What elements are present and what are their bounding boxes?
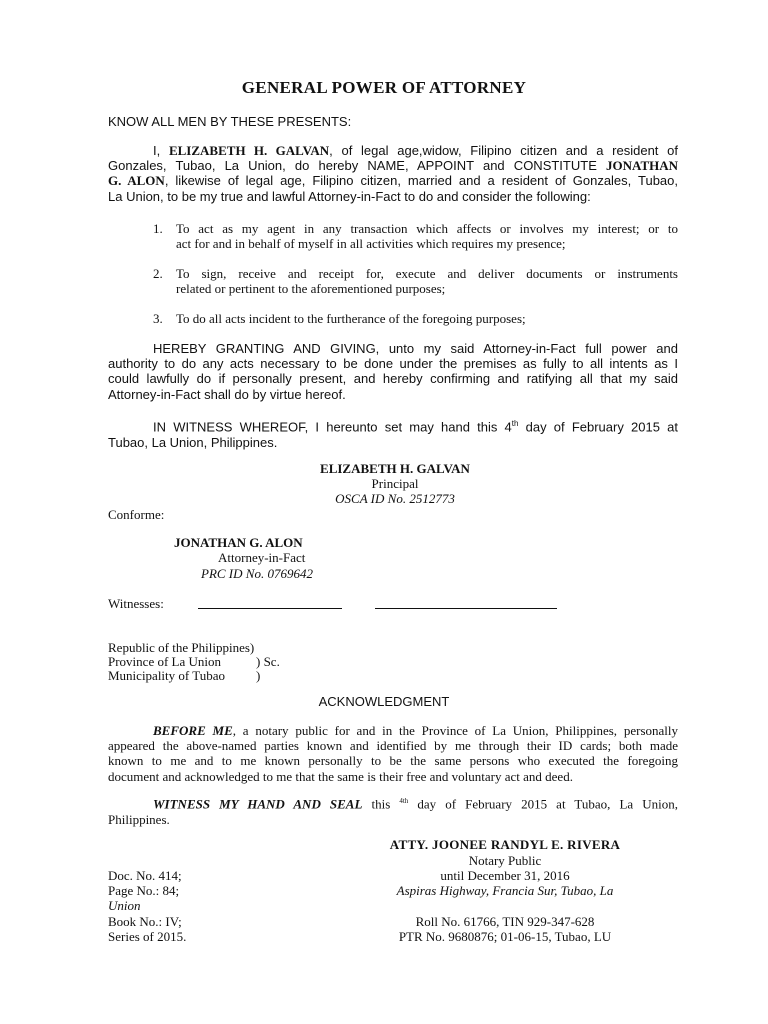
ack-line-4: document and acknowledged to me that the same is their free and voluntary act and deed.	[108, 768, 573, 784]
principal-name: ELIZABETH H. GALVAN	[168, 143, 330, 158]
granting-line: HEREBY GRANTING AND GIVING, unto my said Attorney-in-Fact full power and	[153, 341, 678, 356]
witness-hand-line-2: Philippines.	[108, 811, 170, 827]
granting-line: authority to do any acts necessary to be done under the premises as fully to all intents as I	[108, 356, 678, 372]
notary-commission-until: until December 31, 2016	[440, 868, 570, 883]
acknowledgment-heading: ACKNOWLEDGMENT	[318, 694, 450, 709]
notary-roll-tin: Roll No. 61766, TIN 929-347-628	[415, 914, 595, 929]
principal-id: OSCA ID No. 2512773	[335, 491, 455, 506]
before-me-phrase: BEFORE ME	[153, 723, 233, 738]
granting-line: could lawfully do if personally present, and hereby confirming and ratifying all that my said	[108, 371, 678, 387]
witness-hand-line-1: WITNESS MY HAND AND SEAL this $^{4th}$ day of February 2015 at Tubao, La Union,	[153, 796, 678, 812]
notary-address-line-1: Aspiras Highway, Francia Sur, Tubao, La	[396, 883, 614, 898]
venue-province: Province of La Union	[108, 654, 222, 669]
intro-line-4: La Union, to be my true and lawful Attorney-in-Fact to do and consider the following:	[108, 188, 591, 204]
witness-hand-phrase: WITNESS MY HAND AND SEAL	[153, 796, 363, 812]
agent-role: Attorney-in-Fact	[218, 550, 306, 565]
power-text-line: To sign, receive and receipt for, execute and deliver documents or instruments	[176, 266, 678, 281]
witness-clause-line-2: Tubao, La Union, Philippines.	[108, 434, 278, 450]
power-text-line: To do all acts incident to the furtherance of the foregoing purposes;	[176, 311, 526, 326]
witness-signature-line-2	[375, 608, 557, 609]
notary-title: Notary Public	[468, 853, 542, 868]
docket-doc-no: Doc. No. 414;	[108, 868, 182, 883]
venue-municipality-suffix: )	[256, 668, 261, 683]
intro-line-1: I, ELIZABETH H. GALVAN, of legal age,widow, Filipino citizen and a resident of	[153, 143, 678, 158]
acknowledgment-paragraph	[108, 723, 678, 784]
witness-clause	[108, 416, 678, 450]
power-number: 3.	[153, 311, 163, 326]
power-number: 1.	[153, 221, 163, 236]
greeting: KNOW ALL MEN BY THESE PRESENTS:	[108, 114, 352, 129]
venue-republic: Republic of the Philippines)	[108, 640, 255, 655]
witnesses-label: Witnesses:	[108, 596, 164, 611]
agent-name-part-2: G. ALON	[108, 173, 165, 189]
venue-province-suffix: ) Sc.	[256, 654, 280, 669]
witness-hand-paragraph	[108, 794, 678, 827]
granting-paragraph	[108, 341, 678, 402]
conforme-label: Conforme:	[108, 507, 165, 522]
ack-line-1: BEFORE ME, a notary public for and in the Province of La Union, Philippines, personally	[153, 723, 678, 738]
document-title: GENERAL POWER OF ATTORNEY	[241, 78, 527, 97]
granting-line: Attorney-in-Fact shall do by virtue hereof.	[108, 386, 346, 402]
agent-signature-name: JONATHAN G. ALON	[174, 535, 303, 550]
power-number: 2.	[153, 266, 163, 281]
power-text-line: act for and in behalf of myself in all activities which requires my presence;	[176, 236, 566, 252]
ack-line-3: known to me and to me known personally to be the same persons who executed the foregoing	[108, 753, 678, 769]
intro-paragraph	[108, 143, 678, 204]
venue-municipality: Municipality of Tubao	[108, 668, 226, 683]
witness-clause-line-1: IN WITNESS WHEREOF, I hereunto set may hand this 4th day of February 2015 at	[153, 419, 678, 435]
notary-name: ATTY. JOONEE RANDYL E. RIVERA	[389, 837, 621, 852]
agent-id: PRC ID No. 0769642	[201, 566, 313, 581]
docket-series: Series of 2015.	[108, 929, 187, 944]
intro-line-3: G. ALON, likewise of legal age, Filipino citizen, married and a resident of Gonzales, Tubao,	[108, 173, 678, 189]
docket-book-no: Book No.: IV;	[108, 914, 182, 929]
principal-role: Principal	[371, 476, 419, 491]
intro-line-2: Gonzales, Tubao, La Union, do hereby NAME, APPOINT and CONSTITUTE JONATHAN	[108, 158, 678, 174]
witness-signature-line-1	[198, 608, 342, 609]
notary-ptr: PTR No. 9680876; 01-06-15, Tubao, LU	[398, 929, 612, 944]
power-text-line: To act as my agent in any transaction which affects or involves my interest; or to	[176, 221, 678, 236]
notary-address-line-2: Union	[108, 898, 141, 913]
docket-page-no: Page No.: 84;	[108, 883, 180, 898]
principal-signature-name: ELIZABETH H. GALVAN	[320, 461, 470, 476]
agent-name-part-1: JONATHAN	[606, 158, 678, 174]
ack-line-2: appeared the above-named parties known and identified by me through their ID cards; both made	[108, 738, 678, 754]
power-text-line: related or pertinent to the aforementioned purposes;	[176, 281, 446, 297]
